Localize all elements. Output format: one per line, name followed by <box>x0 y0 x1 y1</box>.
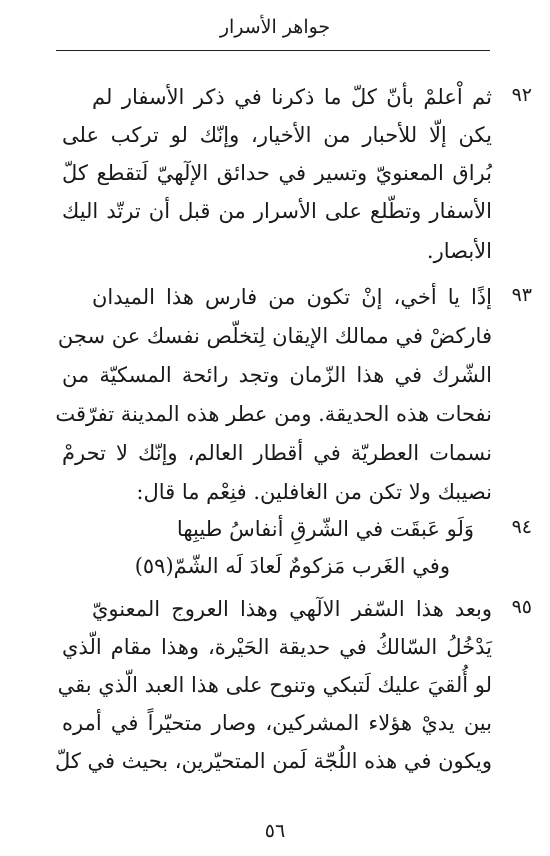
text-line: بُراق المعنويّ وتسير في حدائق الإلٓهيّ لَتقطع كلّ <box>62 161 492 185</box>
text-line: نفحات هذه الحديقة. ومن عطر هذه المدينة تفرّقت <box>55 402 492 426</box>
text-line: فاركضْ في ممالك الإيقان لِتخلّص نفسك عن سجن <box>57 324 492 348</box>
paragraph-number-94: ٩٤ <box>511 516 532 538</box>
text-line: ثم اْعلمْ بأنّ كلّ ما ذكرنا في ذكر الأسفار لم <box>92 85 492 109</box>
text-line: نصيبك ولا تكن من الغافلين. فنِعْم ما قال: <box>136 480 492 504</box>
running-header: جواهر الأسرار <box>219 16 331 38</box>
header-rule <box>56 50 490 51</box>
text-line: وبعد هذا السّفر الالٓهي وهذا العروج المعنويّ <box>92 597 492 621</box>
paragraph-number-92: ٩٢ <box>511 84 532 106</box>
text-line: لو أُلقيَ عليك لَتبكي وتنوح على هذا العبد الّذي بقي <box>57 673 492 697</box>
text-line: يكن إلّا للأحبار من الأخيار، وإنّك لو تركب على <box>62 123 492 147</box>
verse-line: وَلَو عَبقَت في الشّرقِ أنفاسُ طيبِها <box>176 517 474 541</box>
text-line: إذًا يا أخي، إنْ تكون من فارس هذا الميدان <box>92 285 492 309</box>
text-line: يَدْخُلُ السّالكُ في حديقة الحَيْرة، وهذا مقام الّذي <box>62 635 492 659</box>
text-line: الأبصار. <box>426 239 492 263</box>
verse-line: وفي الغَرب مَزكومٌ لَعادَ لَه الشّمّ(٥٩) <box>134 554 450 578</box>
text-line: بين يديْ هؤلاء المشركين، وصار متحيّراً في أمره <box>62 711 492 735</box>
text-line: الأسفار وتطّلع على الأسرار من قبل أن ترتّد اليك <box>62 199 492 223</box>
page-number: ٥٦ <box>264 820 286 842</box>
paragraph-number-93: ٩٣ <box>511 284 532 306</box>
text-line: ويكون في هذه اللُجّة لَمن المتحيّرين، بحيث في كلّ <box>54 749 492 773</box>
paragraph-number-95: ٩٥ <box>511 596 532 618</box>
text-line: نسمات العطريّة في أقطار العالم، وإنّك لا تحرمْ <box>62 441 492 465</box>
text-line: الشّرك في هذا الزّمان وتجد رائحة المسكيّة من <box>62 363 492 387</box>
